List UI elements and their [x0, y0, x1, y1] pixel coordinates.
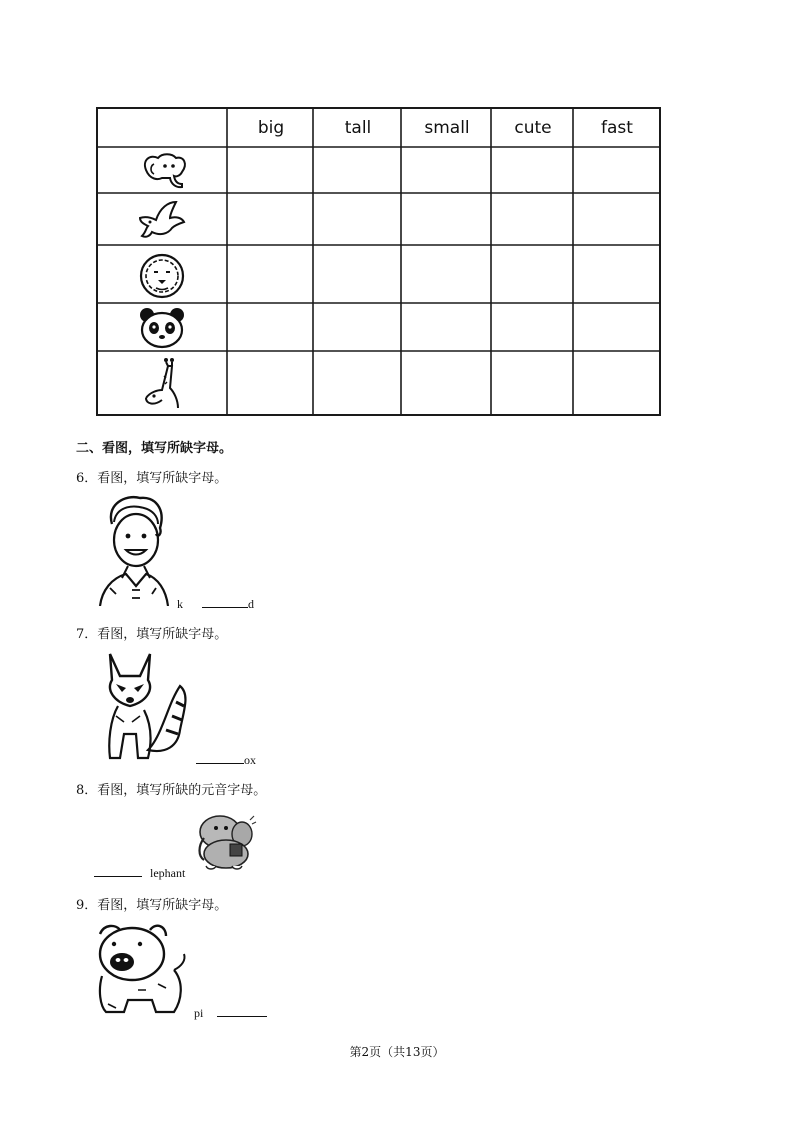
pig-illustration — [94, 920, 190, 1016]
question-9-blank[interactable] — [217, 1006, 267, 1017]
question-8-label: 8．看图，填写所缺的元音字母。 — [76, 783, 267, 798]
question-9-answer — [194, 1006, 267, 1021]
bird-icon — [136, 198, 188, 240]
question-6-answer — [177, 597, 254, 612]
section-title: 二、看图，填写所缺字母。 — [76, 441, 233, 456]
question-7-answer — [196, 753, 256, 768]
question-7-suffix: ox — [244, 753, 256, 767]
giraffe-icon — [140, 356, 184, 410]
elephant-illustration — [192, 810, 258, 872]
question-9-label: 9．看图，填写所缺字母。 — [76, 898, 228, 913]
panda-icon — [138, 306, 186, 350]
question-6-label: 6．看图，填写所缺字母。 — [76, 471, 228, 486]
elephant-icon — [138, 150, 190, 190]
lion-icon — [138, 250, 186, 302]
question-8-blank[interactable] — [94, 866, 142, 877]
question-6-suffix: d — [248, 597, 254, 611]
column-header-small: small — [424, 118, 470, 138]
boy-illustration — [96, 494, 172, 606]
column-header-tall: tall — [344, 118, 372, 138]
column-header-big: big — [257, 118, 285, 138]
question-8-suffix: lephant — [150, 866, 186, 880]
question-8-answer — [94, 866, 185, 881]
page-footer: 第2页（共13页） — [349, 1045, 445, 1059]
fox-illustration — [96, 650, 196, 762]
question-7-label: 7．看图，填写所缺字母。 — [76, 627, 228, 642]
question-6-prefix: k — [177, 597, 183, 611]
column-header-cute: cute — [514, 118, 552, 138]
column-header-fast: fast — [601, 118, 633, 138]
question-7-blank[interactable] — [196, 753, 244, 764]
question-9-prefix: pi — [194, 1006, 204, 1020]
question-6-blank[interactable] — [202, 597, 248, 608]
